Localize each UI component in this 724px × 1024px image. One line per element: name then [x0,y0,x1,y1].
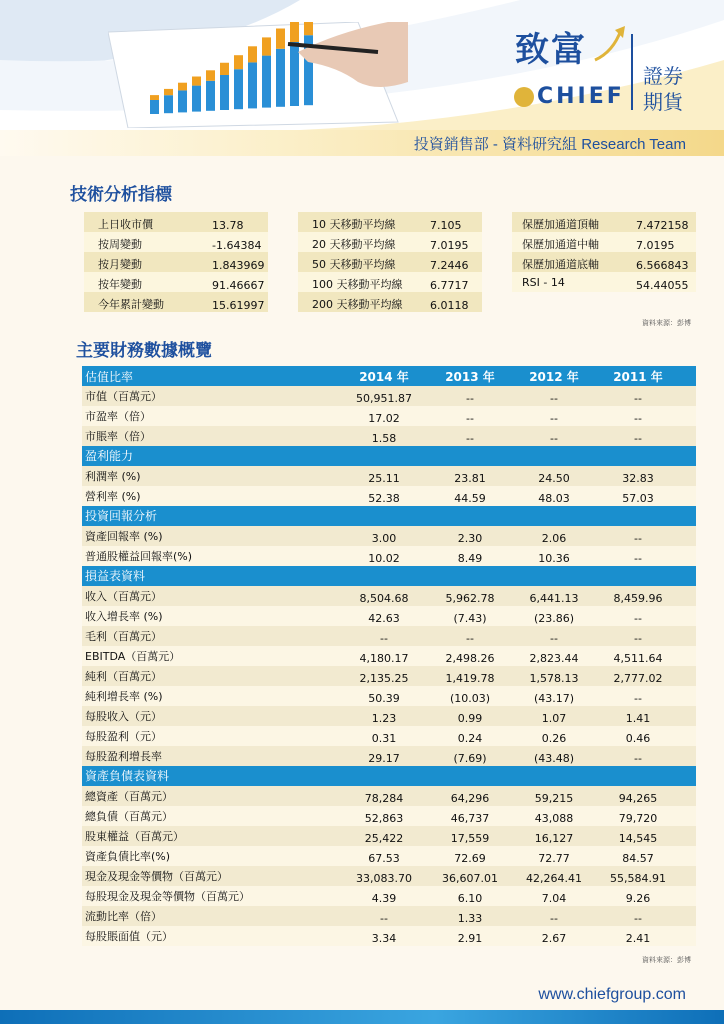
tech-value: 6.566843 [636,259,689,272]
tech-label: 保歷加通道底軸 [522,258,599,271]
table-row [82,486,696,506]
year-header: 2014 年 [359,370,409,384]
row-label: 市盈率（倍） [85,410,151,423]
row-label: 市賬率（倍） [85,430,151,443]
table-cell: 2.06 [541,532,567,545]
hero-bar-top [304,22,313,35]
tech-row [84,292,268,312]
table-row [82,426,696,446]
tech-box-bollinger-rsi [512,212,696,292]
table-cell: -- [634,912,642,925]
department-title: 投資銷售部 - 資料研究組 Research Team [413,136,686,153]
table-cell: 29.17 [368,752,400,765]
table-row [82,546,696,566]
section-header-row [82,766,696,786]
table-cell: 0.26 [541,732,567,745]
logo-divider [631,34,633,110]
tech-label: 今年累計變動 [98,298,164,311]
tech-section-title: 技術分析指標 [70,185,172,205]
logo-english: CHIEF [537,84,625,109]
table-row [82,886,696,906]
table-cell: 1.23 [371,712,397,725]
table-cell: 8.49 [457,552,483,565]
table-cell: 3.00 [371,532,397,545]
row-label: 毛利（百萬元） [85,630,162,643]
row-label: 總負債（百萬元） [85,810,173,823]
table-cell: 43,088 [534,812,574,825]
table-cell: -- [634,552,642,565]
table-cell: 2,777.02 [613,672,663,685]
table-cell: 32.83 [622,472,654,485]
tech-label: 保歷加通道頂軸 [522,218,599,231]
hero-bar-top [262,37,271,55]
tech-label: 200 天移動平均線 [312,298,403,311]
row-label: 總資產（百萬元） [85,790,173,803]
hero-bar [234,69,243,109]
table-cell: -- [380,912,388,925]
table-cell: 4,180.17 [359,652,409,665]
table-cell: 0.46 [625,732,651,745]
row-label: 股東權益（百萬元） [85,830,184,843]
tech-value: 7.0195 [636,239,675,252]
table-cell: 1,578.13 [529,672,579,685]
table-cell: 50.39 [368,692,400,705]
tech-value: 7.2446 [430,259,469,272]
tech-value: 7.472158 [636,219,689,232]
table-row [82,726,696,746]
hero-bar [220,75,229,110]
table-cell: 1.58 [371,432,397,445]
logo-swirl-icon [513,86,535,108]
table-cell: 94,265 [618,792,658,805]
table-cell: 0.99 [457,712,483,725]
table-cell: -- [550,912,558,925]
table-cell: 2.67 [541,932,567,945]
tech-box-price-change [84,212,268,312]
table-cell: 2,498.26 [445,652,495,665]
table-cell: 79,720 [618,812,658,825]
table-cell: -- [466,432,474,445]
table-cell: 6.10 [457,892,483,905]
table-cell: 8,504.68 [359,592,409,605]
hero-bar-top [178,83,187,91]
tech-row [84,252,268,272]
tech-value: 6.7717 [430,279,469,292]
table-header-row [82,366,696,386]
table-cell: 1.41 [625,712,651,725]
table-cell: -- [634,392,642,405]
table-row [82,386,696,406]
table-cell: 42,264.41 [526,872,582,885]
hero-bar-top [164,89,173,95]
table-row [82,686,696,706]
table-cell: 50,951.87 [356,392,412,405]
table-cell: 48.03 [538,492,570,505]
table-cell: 2.41 [625,932,651,945]
table-cell: 17,559 [450,832,490,845]
table-cell: 67.53 [368,852,400,865]
table-cell: -- [634,612,642,625]
tech-value: 15.61997 [212,299,265,312]
tech-label: 100 天移動平均線 [312,278,403,291]
footer-bar [0,1010,724,1024]
table-row [82,806,696,826]
row-label: 營利率 (%) [85,490,141,503]
tech-row [84,272,268,292]
table-cell: 44.59 [454,492,486,505]
table-row [82,826,696,846]
hero-bar-top [290,22,299,42]
chief-logo [505,16,715,116]
section-header-row [82,506,696,526]
table-cell: -- [550,392,558,405]
section-header-label: 投資回報分析 [85,509,158,523]
website-link[interactable]: www.chiefgroup.com [538,986,686,1003]
page-header [0,0,724,130]
section-header-label: 損益表資料 [85,569,146,583]
table-cell: 57.03 [622,492,654,505]
table-cell: 36,607.01 [442,872,498,885]
fin-source-note: 資料來源：彭博 [642,956,691,964]
table-cell: (43.48) [533,752,575,765]
logo-securities: 證券 [643,64,683,88]
table-cell: (43.17) [533,692,575,705]
table-row [82,746,696,766]
table-cell: -- [634,432,642,445]
section-header-label: 資產負債表資料 [85,769,170,783]
table-cell: 4.39 [371,892,397,905]
table-cell: 6,441.13 [529,592,579,605]
table-cell: 2.91 [457,932,483,945]
hero-chart-illustration [108,22,408,128]
hero-bar-top [234,55,243,69]
table-cell: -- [550,432,558,445]
hero-bar [150,100,159,114]
table-cell: 0.31 [371,732,397,745]
table-cell: 72.77 [538,852,570,865]
tech-box-moving-averages [298,212,482,312]
table-row [82,646,696,666]
row-label: 每股現金及現金等價物（百萬元） [85,890,250,903]
hero-bar [178,90,187,112]
table-cell: 8,459.96 [613,592,663,605]
row-label: 現金及現金等價物（百萬元） [85,870,228,883]
hero-bar-top [276,29,285,49]
row-label: 利潤率 (%) [85,470,141,483]
table-cell: 42.63 [368,612,400,625]
tech-row [298,212,482,232]
hero-bar [276,49,285,107]
table-cell: 4,511.64 [613,652,663,665]
table-cell: 84.57 [622,852,654,865]
table-cell: 64,296 [450,792,490,805]
row-label: 資產負債比率(%) [85,850,171,863]
row-label: EBITDA（百萬元） [85,650,181,663]
table-cell: 17.02 [368,412,400,425]
hero-bar [290,42,299,106]
row-label: 每股盈利（元） [85,730,162,743]
table-cell: 16,127 [534,832,574,845]
tech-value: 6.0118 [430,299,469,312]
table-cell: 2.30 [457,532,483,545]
tech-row [298,292,482,312]
table-cell: 46,737 [450,812,490,825]
table-cell: -- [550,412,558,425]
table-cell: 33,083.70 [356,872,412,885]
table-cell: 1,419.78 [445,672,495,685]
table-cell: -- [634,412,642,425]
table-cell: -- [634,752,642,765]
hero-bar-top [150,95,159,100]
tech-row [512,212,696,232]
table-cell: (7.43) [453,612,487,625]
row-label: 流動比率（倍） [85,910,162,923]
tech-label: 50 天移動平均線 [312,258,396,271]
tech-row [298,232,482,252]
table-cell: -- [634,632,642,645]
table-cell: 10.36 [538,552,570,565]
hero-bar [164,95,173,113]
table-cell: -- [550,632,558,645]
table-cell: 78,284 [364,792,404,805]
table-row [82,466,696,486]
table-row [82,626,696,646]
tech-row [298,252,482,272]
tech-label: 按年變動 [98,278,142,291]
tech-label: 10 天移動平均線 [312,218,396,231]
tech-value: 91.46667 [212,279,265,292]
year-header: 2013 年 [445,370,495,384]
section-header-row [82,566,696,586]
table-cell: 10.02 [368,552,400,565]
year-header: 2011 年 [613,370,663,384]
hero-bar-top [248,46,257,62]
row-label: 每股賬面值（元） [85,930,173,943]
tech-label: 按月變動 [98,258,142,271]
table-cell: 3.34 [371,932,397,945]
table-cell: 59,215 [534,792,574,805]
table-row [82,906,696,926]
tech-row [298,272,482,292]
table-row [82,846,696,866]
tech-value: 13.78 [212,219,244,232]
tech-row [512,272,696,292]
logo-chinese: 致富 [515,30,587,70]
row-label: 普通股權益回報率(%) [85,550,193,563]
tech-value: 7.0195 [430,239,469,252]
logo-futures: 期貨 [643,90,683,114]
table-row [82,786,696,806]
tech-label: 按周變動 [98,238,142,251]
section-header-row [82,446,696,466]
tech-label: 上日收市價 [98,218,153,231]
hero-bar-top [206,70,215,81]
table-cell: (10.03) [449,692,491,705]
table-cell: 2,135.25 [359,672,409,685]
table-cell: (7.69) [453,752,487,765]
tech-row [512,252,696,272]
table-row [82,706,696,726]
hero-bar [206,81,215,111]
table-header-label: 估值比率 [85,370,134,384]
tech-row [84,232,268,252]
table-cell: 25,422 [364,832,404,845]
tech-label: 20 天移動平均線 [312,238,396,251]
table-cell: 24.50 [538,472,570,485]
table-cell: 55,584.91 [610,872,666,885]
table-cell: 14,545 [618,832,658,845]
table-row [82,586,696,606]
year-header: 2012 年 [529,370,579,384]
row-label: 純利增長率 (%) [85,690,163,703]
row-label: 收入增長率 (%) [85,610,163,623]
table-cell: 52.38 [368,492,400,505]
table-row [82,866,696,886]
fin-section-title: 主要財務數據概覽 [76,341,212,361]
table-cell: 9.26 [625,892,651,905]
tech-label: 保歷加通道中軸 [522,238,599,251]
tech-value: -1.64384 [212,239,262,252]
table-row [82,926,696,946]
table-cell: 0.24 [457,732,483,745]
table-cell: 52,863 [364,812,404,825]
table-row [82,606,696,626]
row-label: 市值（百萬元） [85,390,162,403]
hero-bar [192,86,201,112]
table-cell: 23.81 [454,472,486,485]
tech-value: 54.44055 [636,279,689,292]
logo-arrow-icon [593,24,627,64]
row-label: 每股收入（元） [85,710,162,723]
row-label: 每股盈利增長率 [85,750,162,763]
table-cell: -- [634,532,642,545]
table-cell: 25.11 [368,472,400,485]
tech-source-note: 資料來源：彭博 [642,319,691,327]
table-row [82,666,696,686]
tech-row [84,212,268,232]
tech-row [512,232,696,252]
hero-bar-top [220,63,229,75]
tech-value: 1.843969 [212,259,265,272]
table-cell: 5,962.78 [445,592,495,605]
table-cell: 1.33 [457,912,483,925]
table-cell: -- [466,412,474,425]
table-cell: 72.69 [454,852,486,865]
table-cell: -- [380,632,388,645]
table-cell: -- [634,692,642,705]
hero-bar [248,62,257,108]
hero-bar [262,56,271,108]
table-cell: 2,823.44 [529,652,579,665]
row-label: 純利（百萬元） [85,670,162,683]
hero-bar-top [192,77,201,86]
table-cell: (23.86) [533,612,575,625]
table-cell: 1.07 [541,712,567,725]
table-row [82,526,696,546]
row-label: 資產回報率 (%) [85,530,163,543]
table-cell: -- [466,392,474,405]
row-label: 收入（百萬元） [85,590,162,603]
section-header-label: 盈利能力 [85,449,134,463]
table-cell: 7.04 [541,892,567,905]
table-row [82,406,696,426]
tech-value: 7.105 [430,219,462,232]
table-cell: -- [466,632,474,645]
tech-label: RSI - 14 [522,276,565,289]
